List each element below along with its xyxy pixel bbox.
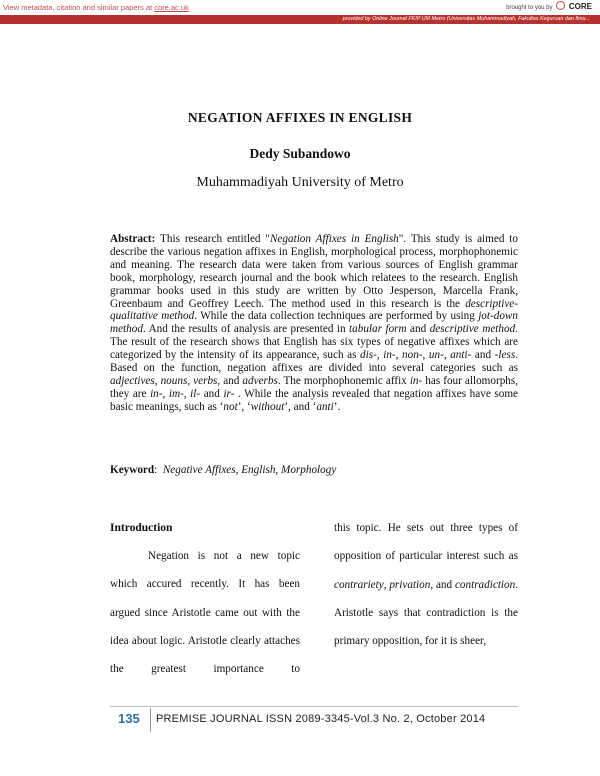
abstract-text: , and xyxy=(217,374,243,387)
abstract-italic: in- xyxy=(409,374,423,387)
core-logo-text: CORE xyxy=(568,2,592,11)
core-header xyxy=(0,0,600,13)
footer-divider xyxy=(150,708,151,732)
keywords xyxy=(110,464,518,476)
abstract-italic: without xyxy=(250,400,285,413)
journal-info: PREMISE JOURNAL ISSN 2089-3345-Vol.3 No. 2, October 2014 xyxy=(156,713,486,725)
abstract-text: ’, ‘ xyxy=(237,400,251,413)
page-footer xyxy=(110,706,518,731)
abstract-italic: anti xyxy=(316,400,334,413)
core-link-prefix: View metadata, citation and similar papers at xyxy=(3,3,155,12)
provided-by-text: provided by Online Journal FKIP UM Metro (Universitas Muhammadiyah, Fakultas Keguruan dan Ilmu... xyxy=(342,16,590,22)
core-logo-icon xyxy=(556,1,565,10)
abstract-italic: tabular form xyxy=(349,323,407,336)
core-link-domain: core.ac.uk xyxy=(154,3,189,12)
abstract-text: ’. xyxy=(333,400,341,413)
intro-text-right xyxy=(334,522,518,647)
core-metadata-link[interactable] xyxy=(3,3,189,12)
abstract-text: ". This study is aimed to describe the various negation affixes in English, morphological process, morphophonemic and meaning. The research data were taken from various sources of English grammar book, morphology, research journal and the book which relatees to the research. English grammar books used in this study are written by Otto Jesperson, Marcella Frank, Greenbaum and Geoffrey Leech. The method used in this research is the xyxy=(110,233,518,310)
keyword-colon: : xyxy=(154,464,158,476)
abstract-text: has four allomorphs, they are xyxy=(110,374,519,400)
abstract-italic: adjectives xyxy=(110,374,155,387)
abstract-text: . And the results of analysis are presented in xyxy=(142,323,350,336)
abstract-text: and xyxy=(406,323,430,336)
intro-text: , and xyxy=(430,578,455,591)
abstract-text: and xyxy=(471,349,495,362)
abstract-italic: jot-down method xyxy=(110,310,518,336)
abstract-italic: descriptive method xyxy=(429,323,516,336)
abstract-italic: descriptive-qualitative method xyxy=(110,297,518,323)
provided-by-banner[interactable] xyxy=(0,15,600,24)
intro-italic: contradiction xyxy=(454,578,516,591)
section-heading: Introduction xyxy=(110,522,173,534)
intro-text: , xyxy=(383,578,390,591)
abstract-text: . The morphophonemic affix xyxy=(277,374,410,387)
abstract-text: . While the analysis revealed that negation affixes have some basic meanings, such as ‘ xyxy=(110,387,518,413)
abstract-text: This research entitled " xyxy=(155,233,270,245)
abstract-text: . Based on the function, negation affixes are divided into several categories such as xyxy=(110,349,518,375)
abstract-text: . While the data collection techniques are performed by using xyxy=(194,310,479,323)
abstract-italic: not xyxy=(223,400,238,413)
brought-by-text: brought to you by xyxy=(506,5,553,11)
intro-italic: privation xyxy=(389,578,431,591)
intro-text: this topic. He sets out three types of opposition of particular interest such as xyxy=(334,522,518,563)
intro-text: . Aristotle says that contradiction is the primary opposition, for it is sheer, xyxy=(334,578,519,648)
paper-title: NEGATION AFFIXES IN ENGLISH xyxy=(187,110,413,125)
paper-affiliation: Muhammadiyah University of Metro xyxy=(196,175,404,190)
body-column-right xyxy=(334,514,518,655)
abstract-italic: dis-, in-, non-, un-, anti- xyxy=(360,349,472,362)
abstract-text: , xyxy=(187,374,194,387)
keyword-label: Keyword xyxy=(110,464,155,476)
body-column-left xyxy=(110,514,300,683)
abstract-text: and xyxy=(200,387,224,400)
abstract-italic: nouns xyxy=(160,374,188,387)
core-brand[interactable] xyxy=(506,1,592,11)
paper-author: Dedy Subandowo xyxy=(249,146,351,161)
intro-italic: contrariety xyxy=(334,578,384,591)
keyword-values: Negative Affixes, English, Morphology xyxy=(162,464,337,476)
abstract xyxy=(110,233,518,414)
abstract-italic: Negation Affixes in English xyxy=(269,233,399,245)
abstract-italic: -less xyxy=(494,349,516,362)
abstract-italic: in-, im-, il- xyxy=(150,387,201,400)
abstract-label: Abstract: xyxy=(110,233,156,245)
abstract-italic: ir- xyxy=(223,387,235,400)
abstract-italic: adverbs xyxy=(242,374,278,387)
abstract-italic: verbs xyxy=(193,374,218,387)
intro-paragraph-left: Negation is not a new topic which accured recently. It has been argued since Aristotle came out with the idea about logic. Aristotle clearly attaches the greatest importance to xyxy=(110,550,300,676)
abstract-text: . The result of the research shows that English has six types of negative affixes which are categorized by the intensity of its appearance, such as xyxy=(110,323,518,362)
abstract-text: ’, and ‘ xyxy=(284,400,317,413)
abstract-text: , xyxy=(154,374,161,387)
page-number: 135 xyxy=(118,711,140,726)
